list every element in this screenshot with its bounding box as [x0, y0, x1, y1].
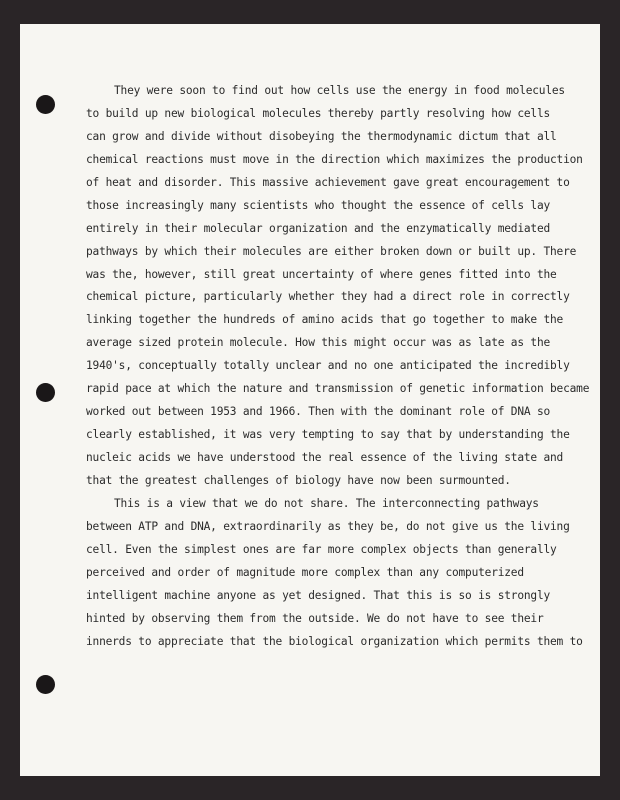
punch-hole-middle [36, 383, 55, 402]
punch-hole-top [36, 95, 55, 114]
text-line: that the greatest challenges of biology have now been surmounted. [86, 473, 511, 487]
text-line: intelligent machine anyone as yet designed. That this is so is strongly [86, 588, 551, 602]
text-line: of heat and disorder. This massive achievement gave great encouragement to [86, 175, 570, 189]
paragraph-1 [86, 80, 590, 493]
text-line: to build up new biological molecules thereby partly resolving how cells [86, 106, 551, 120]
text-line: chemical picture, particularly whether they had a direct role in correctly [86, 290, 570, 304]
text-line: cell. Even the simplest ones are far more complex objects than generally [86, 542, 557, 556]
text-line: perceived and order of magnitude more complex than any computerized [86, 565, 524, 579]
text-line: can grow and divide without disobeying the thermodynamic dictum that all [86, 129, 557, 143]
text-line: 1940's, conceptually totally unclear and no one anticipated the incredibly [86, 359, 570, 373]
text-line: They were soon to find out how cells use the energy in food molecules [114, 84, 565, 97]
text-line: entirely in their molecular organization and the enzymatically mediated [86, 221, 551, 235]
typewritten-body [86, 80, 590, 653]
text-line: rapid pace at which the nature and transmission of genetic information became [86, 382, 590, 396]
text-line: between ATP and DNA, extraordinarily as they be, do not give us the living [86, 519, 570, 533]
text-line: innerds to appreciate that the biological organization which permits them to [86, 634, 583, 648]
text-line: those increasingly many scientists who thought the essence of cells lay [86, 198, 551, 212]
text-line: was the, however, still great uncertainty of where genes fitted into the [86, 267, 557, 281]
text-line: worked out between 1953 and 1966. Then with the dominant role of DNA so [86, 405, 551, 419]
text-line: chemical reactions must move in the direction which maximizes the production [86, 152, 583, 166]
text-line: nucleic acids we have understood the real essence of the living state and [86, 451, 564, 464]
text-line: pathways by which their molecules are either broken down or built up. There [86, 244, 577, 258]
paragraph-2 [86, 493, 583, 654]
punch-hole-bottom [36, 675, 55, 694]
text-line: This is a view that we do not share. The interconnecting pathways [114, 496, 539, 510]
text-line: linking together the hundreds of amino acids that go together to make the [86, 313, 564, 327]
text-line: clearly established, it was very tempting to say that by understanding the [86, 428, 570, 442]
text-line: average sized protein molecule. How this might occur was as late as the [86, 336, 551, 350]
text-line: hinted by observing them from the outside. We do not have to see their [86, 611, 544, 625]
